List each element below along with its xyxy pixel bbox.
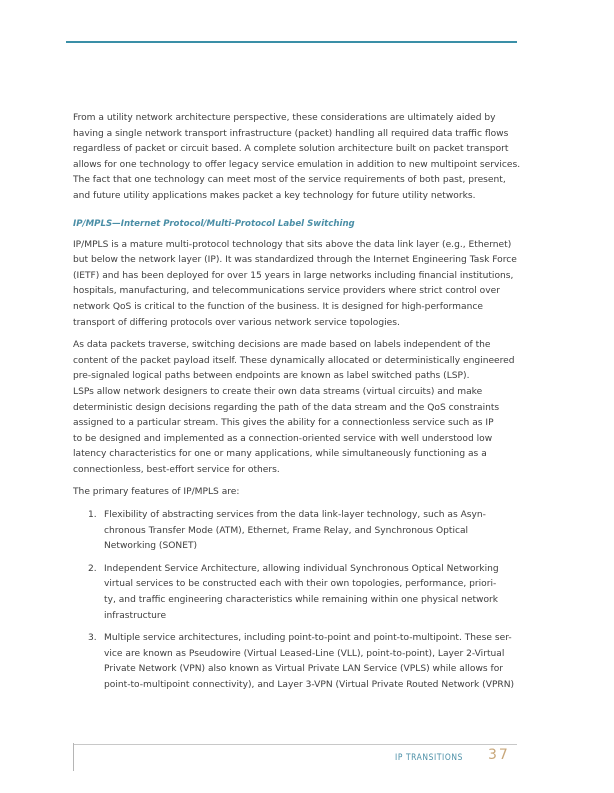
text-line: hospitals, manufacturing, and telecommunications service providers where strict control over [73,286,500,297]
text-line: Flexibility of abstracting services from the data link-layer technology, such as Asyn- [104,510,486,521]
text-line: ty, and traffic engineering characteristics while remaining within one physical network [104,595,499,606]
list-item [73,562,515,624]
spacer [73,231,515,238]
list-number: 3. [88,633,97,644]
list-item [73,631,515,693]
text-line: chronous Transfer Mode (ATM), Ethernet, Frame Relay, and Synchronous Optical [104,525,469,536]
text-line: IP/MPLS is a mature multi-protocol technology that sits above the data link layer (e.g., Ethernet) [73,239,512,250]
text-line: virtual services to be constructed each with their own topologies, performance, priori- [104,579,497,590]
text-line: (IETF) and has been deployed for over 15 years in large networks including financial institutions, [73,270,514,281]
text-line: infrastructure [104,610,167,621]
text-line: having a single network transport infrastructure (packet) handling all required data traffic flows [73,128,509,139]
text-line: Private Network (VPN) also known as Virtual Private LAN Service (VPLS) while allows for [104,664,504,675]
text-line: As data packets traverse, switching decisions are made based on labels independent of the [73,340,491,351]
spacer [73,331,515,338]
text-line: deterministic design decisions regarding the path of the data stream and the QoS constraints [73,402,500,413]
list-item-text [104,631,515,693]
text-line: The primary features of IP/MPLS are: [73,487,240,498]
text-line: but below the network layer (IP). It was standardized through the Internet Engineering Task Force [73,255,517,266]
page-body [73,111,521,694]
intro-paragraph [73,111,521,205]
footer-rule [73,744,517,745]
spacer [73,205,515,217]
text-line: connectionless, best-effort service for others. [73,464,280,475]
text-line: From a utility network architecture perspective, these considerations are ultimately aided by [73,113,496,123]
text-line: transport of differing protocols over various network service topologies. [73,317,400,328]
list-number: 2. [88,563,97,574]
text-line: content of the packet payload itself. These dynamically allocated or deterministically engineered [73,355,515,366]
mpls-overview-paragraph [73,238,515,332]
list-item-text [104,508,515,555]
text-line: Multiple service architectures, including point-to-point and point-to-multipoint. These ser- [104,633,512,644]
text-line: regardless of packet or circuit based. A complete solution architecture built on packet transport [73,144,509,155]
text-line: to be designed and implemented as a connection-oriented service with well understood low [73,433,493,444]
text-line: and future utility applications makes packet a key technology for future utility networks. [73,190,476,201]
section-heading: IP/MPLS—Internet Protocol/Multi-Protocol Label Switching [73,218,355,229]
footer-corner-rule [73,743,74,771]
text-line: pre-signaled logical paths between endpoints are known as label switched paths (LSP). [73,371,470,382]
text-line: allows for one technology to offer legacy service emulation in addition to new multipoint services. [73,159,521,170]
spacer [73,478,515,485]
lsp-paragraph [73,338,515,478]
list-item-text [104,562,515,624]
text-line: LSPs allow network designers to create their own data streams (virtual circuits) and make [73,386,483,397]
text-line: Independent Service Architecture, allowing individual Synchronous Optical Networking [104,563,499,574]
page-number: 37 [488,747,510,763]
list-item [73,508,515,555]
list-number: 1. [88,510,97,521]
features-list [73,508,515,694]
text-line: latency characteristics for one or many applications, while simultaneously functioning as a [73,449,487,460]
text-line: point-to-multipoint connectivity), and Layer 3-VPN (Virtual Private Routed Network (VPRN) [104,680,515,690]
features-intro [73,485,515,501]
spacer [73,501,515,508]
text-line: vice are known as Pseudowire (Virtual Leased-Line (VLL), point-to-point), Layer 2-Virtual [104,648,505,659]
text-line: assigned to a particular stream. This gives the ability for a connectionless service such as IP [73,418,494,429]
header-rule [66,41,517,43]
text-line: The fact that one technology can meet most of the service requirements of both past, present, [73,175,506,186]
footer-section-label: IP TRANSITIONS [395,752,464,762]
text-line: Networking (SONET) [104,541,198,552]
text-line: network QoS is critical to the function of the business. It is designed for high-performance [73,301,483,312]
